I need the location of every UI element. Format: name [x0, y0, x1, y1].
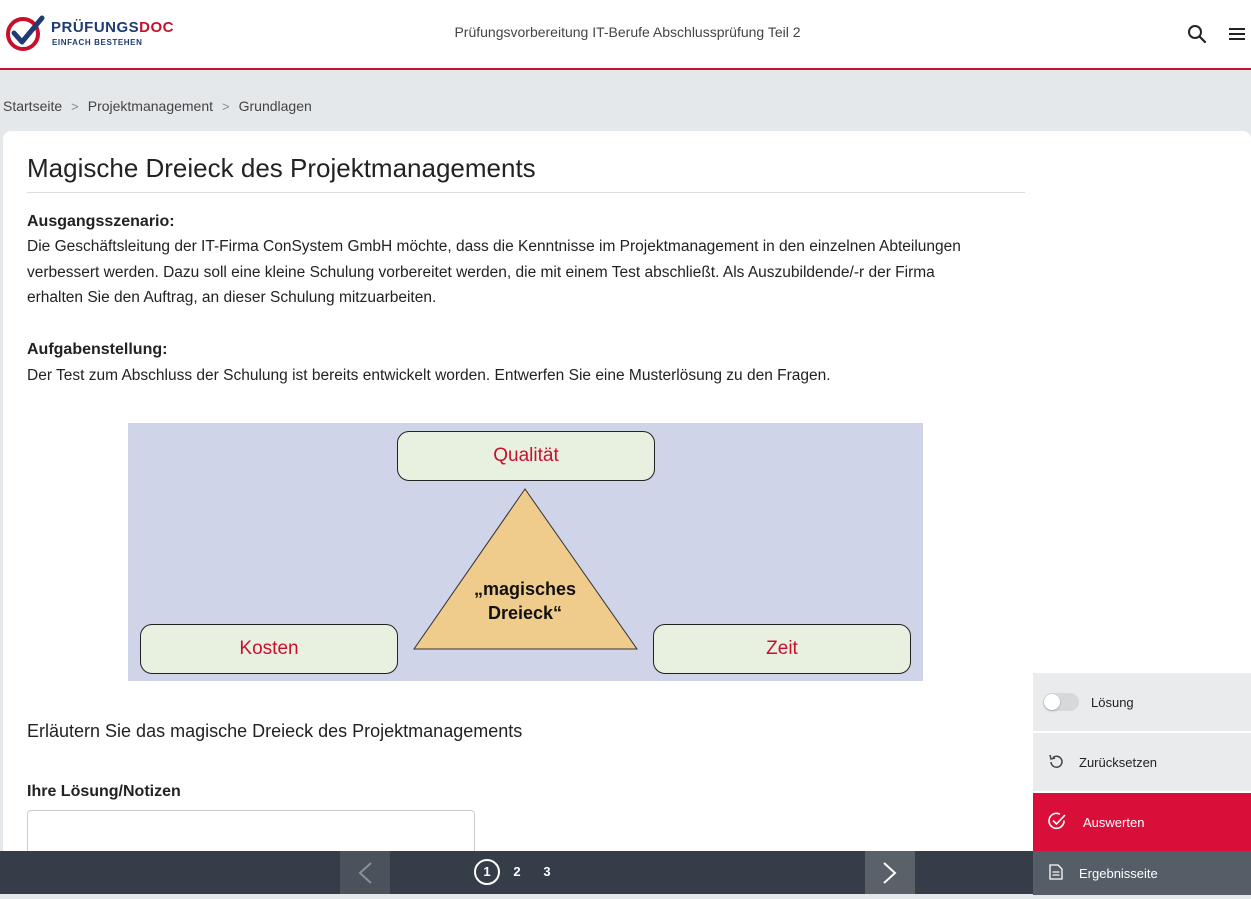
- diagram-box-quality: Qualität: [397, 431, 655, 481]
- page-number-3[interactable]: 3: [543, 864, 551, 879]
- triangle-label: [453, 577, 597, 625]
- breadcrumb-current: Grundlagen: [238, 98, 312, 114]
- breadcrumb-separator: >: [222, 99, 230, 114]
- menu-icon[interactable]: [1225, 22, 1249, 46]
- reset-label: Zurücksetzen: [1079, 755, 1158, 770]
- results-label: Ergebnisseite: [1079, 866, 1158, 881]
- page-number-1[interactable]: 1: [474, 859, 500, 885]
- breadcrumb-projektmanagement[interactable]: Projektmanagement: [87, 98, 214, 114]
- task-heading: Aufgabenstellung:: [27, 341, 168, 358]
- magic-triangle-diagram: [128, 423, 923, 681]
- page-number-2[interactable]: 2: [513, 864, 521, 879]
- reset-button[interactable]: [1033, 733, 1251, 791]
- task-text: Der Test zum Abschluss der Schulung ist bereits entwickelt worden. Entwerfen Sie eine Musterlösung zu den Fragen.: [27, 367, 831, 384]
- logo-name: PRÜFUNGSDOC: [51, 19, 175, 36]
- diagram-box-cost: Kosten: [140, 624, 398, 674]
- logo-check-icon: [6, 14, 46, 54]
- next-page-button[interactable]: [865, 851, 915, 894]
- breadcrumb-separator: >: [71, 99, 79, 114]
- search-icon[interactable]: [1185, 22, 1209, 46]
- scenario-heading: Ausgangsszenario:: [27, 213, 175, 230]
- app-header: [0, 0, 1251, 70]
- logo[interactable]: [6, 14, 196, 54]
- prev-page-button[interactable]: [340, 851, 390, 894]
- header-title: Prüfungsvorbereitung IT-Berufe Abschlussprüfung Teil 2: [454, 24, 801, 40]
- toggle-knob: [1044, 694, 1060, 710]
- breadcrumb: [3, 98, 312, 114]
- question-text: Erläutern Sie das magische Dreieck des Projektmanagements: [27, 721, 523, 741]
- pagination-bar: [0, 851, 1033, 894]
- check-circle-icon: [1047, 811, 1067, 831]
- diagram-box-time: Zeit: [653, 624, 911, 674]
- chevron-right-icon: [865, 851, 915, 894]
- scenario-text: Die Geschäftsleitung der IT-Firma ConSystem GmbH möchte, dass die Kenntnisse im Projektmanagement in den einzelnen Abteilungen verbessert werden. Dazu soll eine kleine Schulung vorbereitet werden, die mit einem Test abschließt. Als Auszubildende/-r der Firma erhalten Sie den Auftrag, an dieser Schulung mitzuarbeiten.: [27, 238, 961, 306]
- triangle-label-line2: Dreieck“: [487, 603, 563, 623]
- results-page-button[interactable]: [1033, 851, 1251, 895]
- breadcrumb-home[interactable]: Startseite: [3, 98, 63, 114]
- triangle-label-line1: „magisches: [473, 579, 577, 599]
- logo-tagline: EINFACH BESTEHEN: [52, 38, 143, 47]
- solution-toggle[interactable]: [1043, 693, 1079, 711]
- chevron-left-icon: [340, 851, 390, 894]
- notes-label: Ihre Lösung/Notizen: [27, 783, 181, 800]
- solution-label: Lösung: [1091, 695, 1134, 710]
- page-title: Magische Dreieck des Projektmanagements: [27, 153, 1025, 193]
- evaluate-label: Auswerten: [1083, 815, 1145, 830]
- solution-toggle-row[interactable]: [1033, 673, 1251, 731]
- side-action-panel: [1033, 673, 1251, 894]
- reset-icon: [1047, 753, 1065, 771]
- document-icon: [1049, 864, 1063, 880]
- evaluate-button[interactable]: [1033, 793, 1251, 851]
